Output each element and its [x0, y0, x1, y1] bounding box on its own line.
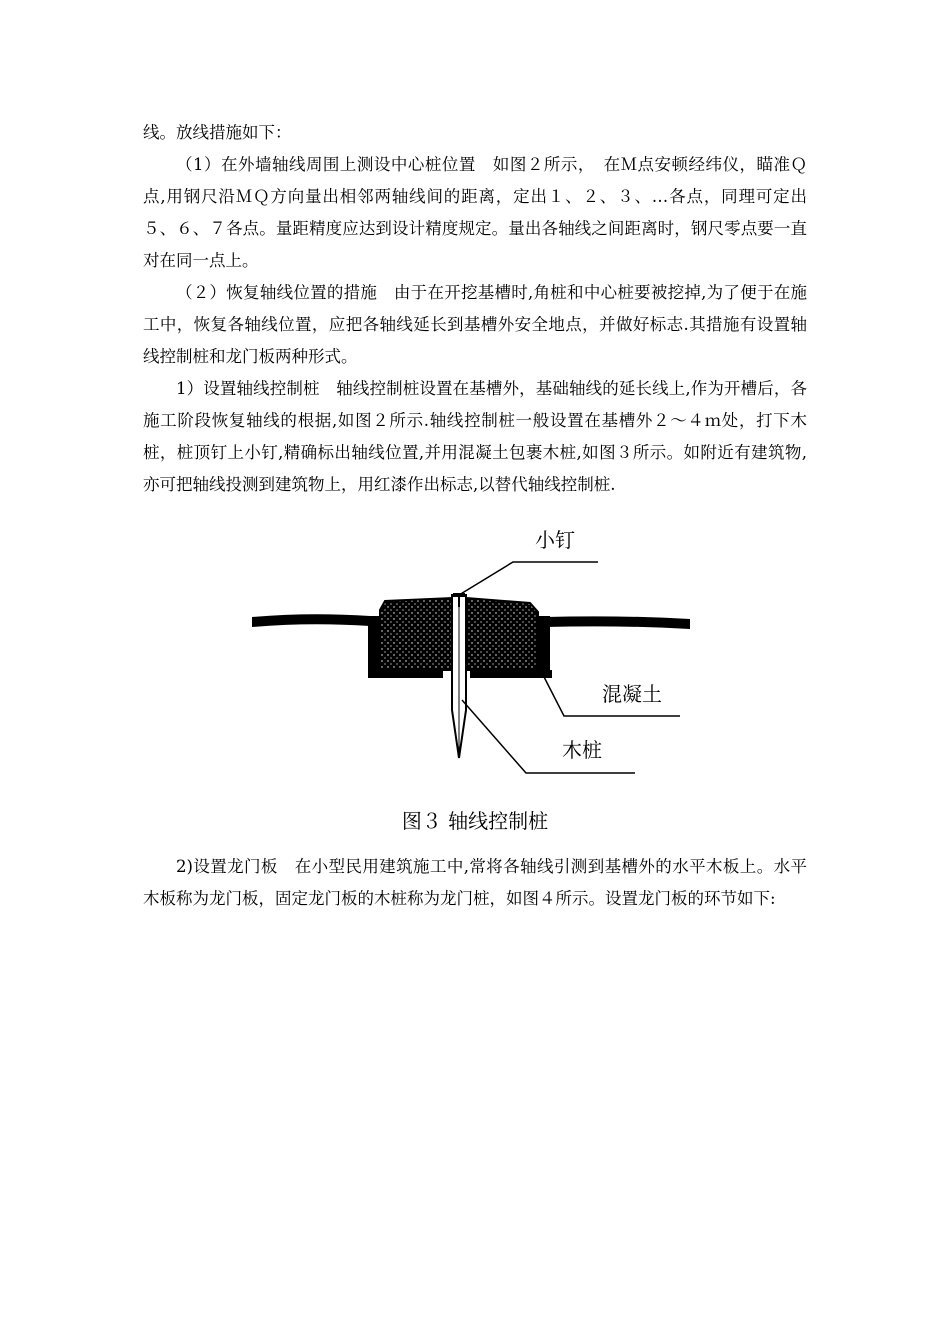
trench-wall-left — [368, 616, 380, 676]
label-stake: 木桩 — [562, 738, 602, 762]
ground-surface-left — [252, 614, 370, 627]
label-nail: 小钉 — [535, 528, 575, 552]
paragraph: 2)设置龙门板 在小型民用建筑施工中,常将各轴线引测到基槽外的水平木板上。水平木板称为龙门板，固定龙门板的木桩称为龙门桩，如图４所示。设置龙门板的环节如下: — [143, 857, 807, 908]
leader-line-nail — [459, 562, 598, 595]
body-text-bottom — [143, 851, 807, 915]
trench-base-left — [368, 670, 443, 678]
trench-wall-right — [538, 616, 550, 676]
paragraph: 线。放线措施如下： — [143, 123, 292, 142]
paragraph: （1）在外墙轴线周围上测设中心桩位置 如图２所示， 在Ｍ点安顿经纬仪，瞄准Ｑ点,用钢尺沿ＭＱ方向量出相邻两轴线间的距离，定出１、２、３、…各点，同理可定出５、６、７各点。量距精度应达到设计精度规定。量出各轴线之间距离时，钢尺零点要一直对在同一点上。 — [143, 155, 807, 270]
axis-control-stake-figure — [230, 515, 710, 805]
paragraph: （２）恢复轴线位置的措施 由于在开挖基槽时,角桩和中心桩要被挖掉,为了便于在施工中，恢复各轴线位置，应把各轴线延长到基槽外安全地点，并做好标志.其措施有设置轴线控制桩和龙门板两种形式。 — [143, 283, 807, 366]
paragraph: 1）设置轴线控制桩 轴线控制桩设置在基槽外，基础轴线的延长线上,作为开槽后，各施工阶段恢复轴线的根据,如图２所示.轴线控制桩一般设置在基槽外２～４ｍ处，打下木桩，桩顶钉上小钉,精确标出轴线位置,并用混凝土包裹木桩,如图３所示。如附近有建筑物,亦可把轴线投测到建筑物上，用红漆作出标志,以替代轴线控制桩. — [143, 379, 807, 494]
label-concrete: 混凝土 — [602, 682, 662, 706]
ground-surface-right — [545, 616, 690, 629]
leader-line-stake — [462, 700, 635, 773]
concrete-block — [380, 598, 452, 670]
stake-diagram — [230, 515, 710, 805]
body-text-top — [143, 117, 807, 501]
figure-caption: 图３ 轴线控制桩 — [401, 809, 549, 833]
concrete-block — [466, 598, 538, 670]
trench-base-right — [470, 670, 552, 678]
